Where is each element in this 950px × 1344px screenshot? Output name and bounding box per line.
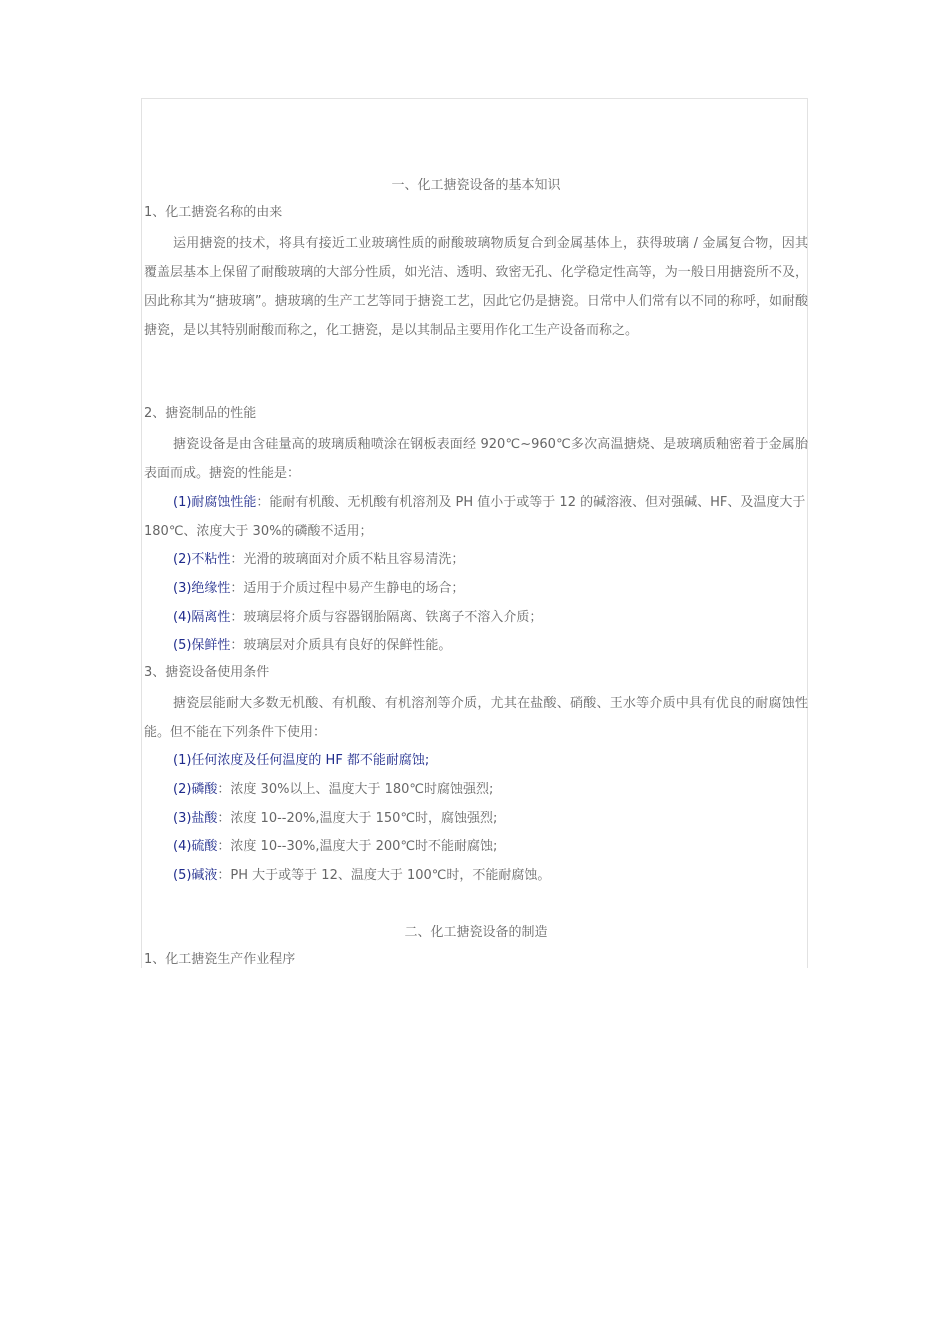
performance-item-label: (1)耐腐蚀性能	[173, 495, 257, 510]
condition-item-label: (4)硫酸	[173, 839, 218, 854]
condition-item-text: ：PH 大于或等于 12、温度大于 100℃时，不能耐腐蚀。	[217, 868, 551, 883]
condition-item-4	[173, 838, 497, 856]
condition-item-3	[173, 810, 497, 828]
condition-item-text: ：浓度 30%以上、温度大于 180℃时腐蚀强烈;	[217, 782, 494, 797]
performance-item-4	[173, 609, 542, 627]
performance-item-text: ：玻璃层将介质与容器钢胎隔离、铁离子不溶入介质；	[230, 610, 543, 625]
condition-item-text: ：浓度 10--30%,温度大于 200℃时不能耐腐蚀;	[217, 839, 498, 854]
performance-item-5	[173, 637, 451, 655]
performance-item-3	[173, 580, 464, 598]
subsection-2-1-heading: 1、化工搪瓷生产作业程序	[144, 952, 296, 967]
condition-item-label: (5)碱液	[173, 868, 218, 883]
subsection-1-1-paragraph: 运用搪瓷的技术，将具有接近工业玻璃性质的耐酸玻璃物质复合到金属基体上，获得玻璃 / 金属复合物，因其覆盖层基本上保留了耐酸玻璃的大部分性质，如光洁、透明、致密无孔、化学稳定性高等，为一般日用搪瓷所不及，因此称其为“搪玻璃”。搪玻璃的生产工艺等同于搪瓷工艺，因此它仍是搪瓷。日常中人们常有以不同的称呼，如耐酸搪瓷，是以其特别耐酸而称之，化工搪瓷，是以其制品主要用作化工生产设备而称之。	[144, 236, 808, 338]
performance-item-text: ：玻璃层对介质具有良好的保鲜性能。	[230, 638, 452, 653]
subsection-1-3-paragraph: 搪瓷层能耐大多数无机酸、有机酸、有机溶剂等介质，尤其在盐酸、硝酸、王水等介质中具有优良的耐腐蚀性能。但不能在下列条件下使用：	[144, 696, 808, 740]
performance-item-text: ：光滑的玻璃面对介质不粘且容易清洗；	[230, 552, 465, 567]
condition-item-label: (1)任何浓度及任何温度的 HF 都不能耐腐蚀;	[173, 753, 430, 768]
subsection-1-2-heading: 2、搪瓷制品的性能	[144, 406, 257, 421]
condition-item-label: (3)盐酸	[173, 811, 218, 826]
section-1-title: 一、化工搪瓷设备的基本知识	[391, 178, 561, 193]
condition-item-2	[173, 781, 493, 799]
performance-item-label: (2)不粘性	[173, 552, 231, 567]
subsection-1-3-heading: 3、搪瓷设备使用条件	[144, 665, 270, 680]
condition-item-label: (2)磷酸	[173, 782, 218, 797]
performance-item-label: (4)隔离性	[173, 610, 231, 625]
performance-item-label: (5)保鲜性	[173, 638, 231, 653]
condition-item-1	[173, 752, 429, 770]
performance-item-2	[173, 551, 464, 569]
subsection-1-2-paragraph: 搪瓷设备是由含硅量高的玻璃质釉喷涂在钢板表面经 920℃~960℃多次高温搪烧、是玻璃质釉密着于金属胎表面而成。搪瓷的性能是：	[144, 437, 808, 481]
performance-item-text: ：能耐有机酸、无机酸有机溶剂及 PH 值小于或等于 12 的碱溶液、但对强碱、HF、及温度大于 180℃、浓度大于 30%的磷酸不适用；	[144, 495, 806, 539]
performance-item-text: ：适用于介质过程中易产生静电的场合；	[230, 581, 465, 596]
condition-item-text: ：浓度 10--20%,温度大于 150℃时，腐蚀强烈;	[217, 811, 498, 826]
condition-item-5	[173, 867, 550, 885]
performance-item-1	[144, 488, 808, 546]
performance-item-label: (3)绝缘性	[173, 581, 231, 596]
subsection-1-1-heading: 1、化工搪瓷名称的由来	[144, 205, 283, 220]
section-2-title: 二、化工搪瓷设备的制造	[404, 925, 548, 940]
